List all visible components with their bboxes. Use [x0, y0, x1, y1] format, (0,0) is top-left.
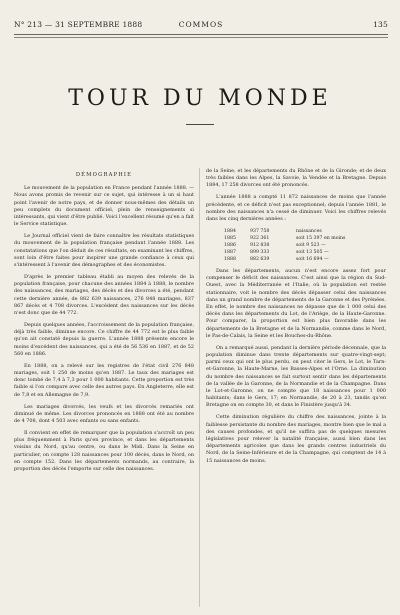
page-title: TOUR DU MONDE [68, 86, 332, 111]
table-value: 882 639 [250, 257, 270, 263]
header-rule [14, 37, 388, 38]
issue-number: N° 213 — 31 SEPTEMBRE 1888 [14, 20, 143, 29]
paragraph: Il convient en effet de remarquer que la population s'accroît un peu plus fréquemment à Paris qu'en province, et dans les départements voisins du Nord, qu'au centre, ou dans le Midi. Dans la Seine en particulier, on compte 128 naissances pour 100 décès, dans le Nord, on en compte 152. Dans les départements normands, au contraire, la proportion des décès l'emporte sur celle des naissances. [14, 430, 194, 473]
column-divider [199, 168, 200, 607]
birth-statistics-table [224, 228, 384, 263]
table-note: soit 9 523 — [296, 243, 326, 249]
page-number: 135 [373, 20, 388, 29]
table-row [224, 249, 384, 256]
table-note: soit 15 397 en moins [296, 236, 346, 242]
section-heading: DÉMOGRAPHIE [75, 172, 133, 178]
right-column [206, 168, 386, 609]
paragraph: L'année 1888 a compté 11 872 naissances de moins que l'année précédente, et ce déficit n'est pas exceptionnel; depuis l'année 1881, le nombre des naissances n'a cessé de diminuer. Voici les chiffres relevés dans les cinq dernières années : [206, 194, 386, 223]
table-note: soit 13 505 — [296, 250, 329, 256]
paragraph: Les mariages divorcés, les veufs et les divorcés remariés ont diminué de même. Les divorces prononcés en 1888 ont été au nombre de 4 708, dont 4 503 avec enfants ou sans enfants. [14, 403, 194, 425]
table-year: 1886 [224, 243, 236, 249]
paragraph: Cette diminution régulière du chiffre des naissances, jointe à la faiblesse persistante du nombre des mariages, montre bien que le mal a des causes profondes, et qu'il ne suffira pas de quelques mesures législatives pour relever la natalité française, aussi bien dans les départements agricoles que dans les grands centres industriels du Nord, de la Seine-Inférieure et de la Champagne, qui comptent de 14 à 15 naissances de moins. [206, 414, 386, 464]
table-row [224, 256, 384, 263]
table-row [224, 228, 384, 235]
paragraph: Le Journal officiel vient de faire connaître les résultats statistiques du mouvement de la population française pendant l'année 1888. Les constatations que l'on déduit de ces résultats, en examinant les chiffres, sont loin d'être faites pour inspirer une grande confiance à ceux qui s'intéressent à l'avenir des démographes et des économistes. [14, 233, 194, 269]
paragraph: En 1888, on a relevé sur les registres de l'état civil 276 848 mariages, soit 1 250 de moins qu'en 1887. Le taux des mariages est donc tombé de 7,4 à 7,3 pour 1 000 habitants. Cette proportion est très faible si l'on compare avec celle des autres pays. En Angleterre, elle est de 7,8 et en Allemagne de 7,9. [14, 362, 194, 398]
journal-name: COMMOS [178, 20, 224, 29]
table-value: 899 333 [250, 250, 270, 256]
paragraph: de la Seine, et les départements du Rhône et de la Gironde; et de deux très faibles dans les Alpes, la Savoie, la Vendée et la Bretagne. Depuis 1884, 17 258 divorces ont été prononcés. [206, 168, 386, 189]
table-note: soit 16 694 — [296, 257, 329, 263]
left-column [14, 168, 194, 609]
paragraph: On a remarqué aussi, pendant la dernière période décennale, que la population diminue dans trente départements sur quatre-vingt-sept; parmi ceux qui ont le plus perdu, on peut citer le Gers, le Lot, le Tarn-et-Garonne, la Haute-Marne, les Basses-Alpes et l'Orne. La diminution du nombre des naissances se fait surtout sentir dans les départements de la vallée de la Garonne, de la Normandie et de la Champagne. Dans le Lot-et-Garonne, on ne compte que 18 naissances pour 1 000 habitants; dans le Gers, 17; en Normandie, de 20 à 23, tandis qu'en Bretagne on en compte 30, et dans le Finistère jusqu'à 34. [206, 344, 386, 409]
table-year: 1885 [224, 236, 236, 242]
title-ornament [186, 124, 214, 125]
table-row [224, 235, 384, 242]
table-row [224, 242, 384, 249]
table-year: 1887 [224, 250, 236, 256]
table-value: 922 361 [250, 236, 270, 242]
paragraph: Depuis quelques années, l'accroissement de la population française, déjà très faible, diminue encore. Ce chiffre de 44 772 est le plus faible qu'on ait constaté depuis la guerre. L'année 1888 présente encore le moins d'excédent des naissances, qui a été de 56 536 en 1887, et de 52 560 en 1886. [14, 322, 194, 357]
paragraph: D'après le premier tableau établi au moyen des relevés de la population française, pour chacune des années 1884 à 1888, le nombre des naissances, des mariages, des décès et des divorces a été, pendant cette dernière année, de 882 639 naissances, 276 848 mariages, 837 867 décès et 4 708 divorces. L'excédent des naissances sur les décès n'est donc que de 44 772. [14, 274, 194, 317]
page-header [14, 20, 388, 35]
table-year: 1884 [224, 229, 236, 235]
table-note: naissances [296, 229, 322, 235]
table-value: 937 758 [250, 229, 270, 235]
paragraph: Dans les départements, aucun n'est encore assez fort pour compenser le déficit des naissances. C'est ainsi que la région du Sud-Ouest, avec la Méditerranée et l'Italie, où la population est restée stationnaire, voit le nombre des décès dépasser celui des naissances dans un grand nombre de départements de la Garonne et des Pyrénées. En effet, le nombre des naissances ne dépasse que de 1 000 celui des décès dans les départements du Lot, de l'Ariège, de la Haute-Garonne. Pour comparer, la proportion est bien plus favorable dans les départements de la Bretagne et de la Normandie, comme dans le Nord, le Pas-de-Calais, la Seine et les Bouches-du-Rhône. [206, 268, 386, 339]
table-year: 1888 [224, 257, 236, 263]
table-value: 912 838 [250, 243, 270, 249]
paragraph: Le mouvement de la population en France pendant l'année 1888. — Nous avons promis de revenir sur ce sujet, qui intéresse à un si haut point l'avenir de notre pays, et de donner nous-mêmes des détails un peu complets du document officiel, plein de renseignements si intéressants, qui vient d'être publié. Voici l'excellent résumé qu'en a fait le Service statistique. [14, 185, 194, 228]
